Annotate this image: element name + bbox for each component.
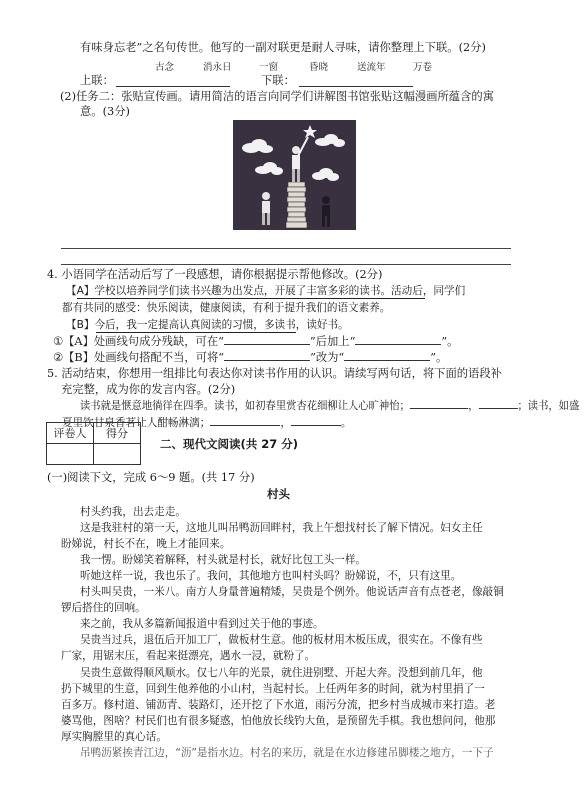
question-5: 充完整，成为你的发言内容。(2分): [61, 383, 236, 396]
handwritten-word: 昏晓: [309, 62, 329, 73]
fill-2-mid: ”改为“: [310, 351, 345, 364]
article-paragraph: 这是我驻村的第一天，这地儿叫吊鸭沥回畔村，我上午想找村长了解下情况。妇女主任: [80, 522, 483, 534]
article-paragraph: 吊鸭沥紧挨青江边，“沥”是指水边。村名的来历，就是在水边修建吊脚楼之地方，一下子: [80, 747, 494, 759]
blank: [224, 344, 310, 345]
sub-heading: (一)阅读下文，完成 6～9 题。(共 17 分): [47, 471, 255, 484]
fill-2-prefix: ②【B】处画线句搭配不当，可将“: [53, 351, 225, 364]
question-5: 5. 活动结束，你想用一组排比句表达你对读书作用的认识。请续写两句话，将下面的语段补: [47, 367, 502, 380]
fill-2-end: ”。: [430, 351, 448, 364]
blank: [479, 408, 518, 409]
q5-passage-text: 读书就是惬意地徜徉在四季。读书，如初春里赏杏花细柳让人心旷神怡；: [80, 400, 410, 412]
article-paragraph: 厂家，用锯末压，看起来挺漂亮，遇水一浸，就粉了。: [61, 650, 316, 662]
article-paragraph: 婆骂他，图啥？村民们也有很多疑惑，怕他放长线钓大鱼，是预留先手棋。我也想问问，他那: [61, 715, 496, 727]
q4-fill-1: [53, 334, 458, 349]
fill-1-mid: ”后加上“: [309, 335, 356, 348]
handwritten-word: 消永日: [203, 62, 232, 73]
article-paragraph: 吴贵当过兵，退伍后开加工厂，做板材生意。他的板材用木板压成，很实在。不像有些: [80, 634, 483, 646]
task2-text: (2)任务二：张贴宣传画。请用简洁的语言向同学们讲解图书馆张贴这幅漫画所蕴含的寓: [60, 90, 494, 103]
section-heading: 二、现代文阅读(共 27 分): [160, 437, 299, 451]
q5-passage: 读书就是惬意地徜徉在四季。读书，如初春里赏杏花细柳让人心旷神怡； ， ；读书，如盛: [80, 400, 580, 412]
cartoon-drawing: [233, 120, 356, 230]
score-cell: [94, 444, 141, 465]
article-paragraph: 盼娣说，村长不在，晚上才能回来。: [61, 538, 231, 550]
score-table: [46, 422, 141, 465]
handwritten-word: 古念: [155, 62, 175, 73]
answer-line: [61, 248, 511, 249]
article-paragraph: 厚实胸膛里的真心话。: [61, 731, 167, 743]
score-header-score: 得分: [94, 423, 141, 444]
question-4: 4. 小语同学在活动后写了一段感想，请你根据提示帮他修改。(2分): [47, 268, 383, 281]
article-paragraph: 我一愣。盼娣笑着解释，村头就是村长，就好比包工头一样。: [80, 554, 367, 566]
q4-paragraph-a: 【A】学校以培养同学们读书兴趣为出发点，开展了丰富多彩的读书。活动后，同学们: [66, 285, 466, 297]
article-paragraph: 锣后搭住的回响。: [61, 602, 146, 614]
underline-b: [96, 332, 296, 333]
score-cell: [47, 444, 94, 465]
handwritten-word: 一窗: [259, 62, 279, 73]
underline-a: [77, 298, 425, 299]
article-title: 村头: [267, 487, 290, 501]
article-paragraph: 听她这样一说，我也乐了。我问，其他地方也叫村头吗？盼娣说，不，只有这里。: [80, 570, 462, 582]
score-header-grader: 评卷人: [47, 423, 94, 444]
blank: [291, 425, 341, 426]
article-paragraph: 来之前，我从多篇新闻报道中看到过关于他的事迹。: [80, 618, 324, 630]
answer-line: [61, 264, 511, 265]
xia-lian-label: 下联：: [261, 74, 295, 87]
task2-text: 意。(3分): [80, 105, 130, 118]
article-paragraph: 村头叫吴贵，一米八。南方人身量普遍精矮，吴贵是个例外。他说话声音有点苍老，像敲铜: [80, 586, 504, 598]
q4-paragraph-b: 【B】今后，我一定提高认真阅读的习惯，多读书，读好书。: [66, 319, 349, 331]
article-paragraph: 扔下城里的生意，回到生他养他的小山村，当起村长。上任两年多的时间，就为村里捐了一: [61, 683, 485, 695]
q5-passage-text: 夏里饮甘泉香茗让人酣畅淋漓；: [62, 417, 211, 429]
q4-fill-2: [53, 350, 447, 365]
article-paragraph: 吴贵生意做得顺风顺水。仅七八年的光景，就住进别墅、开起大奔。没想到前几年，他: [80, 667, 483, 679]
q4-paragraph-a: 都有共同的感受：快乐阅读，健康阅读，有利于提升我们的语文素养。: [62, 302, 391, 314]
blank: [344, 360, 430, 361]
blank: [410, 408, 468, 409]
handwritten-word: 送流年: [357, 62, 386, 73]
q5-passage-text: 。: [340, 417, 352, 429]
blank: [210, 425, 280, 426]
blank: [355, 344, 441, 345]
article-paragraph: 百多万。修村道、铺沥青、装路灯，还开挖了下水道，雨污分流，把乡村当成城市来打造。老: [61, 699, 496, 711]
q5-passage-text: ；读书，如盛: [517, 400, 580, 412]
answer-line: [116, 86, 230, 87]
answer-line: [299, 86, 413, 87]
handwritten-word: 万卷: [413, 62, 433, 73]
shang-lian-label: 上联：: [80, 74, 114, 87]
fill-1-prefix: ①【A】处画线句成分残缺，可在“: [53, 335, 224, 348]
question-text: 有味身忘老”之名句传世。他写的一副对联更是耐人寻味，请你整理上下联。(2分): [80, 41, 486, 54]
fill-1-end: ”。: [441, 335, 459, 348]
article-paragraph: 村头约我，出去走走。: [80, 506, 186, 518]
blank: [224, 360, 310, 361]
cartoon-illustration: [233, 120, 356, 230]
q5-passage: 夏里饮甘泉香茗让人酣畅淋漓； ， 。: [62, 417, 352, 429]
